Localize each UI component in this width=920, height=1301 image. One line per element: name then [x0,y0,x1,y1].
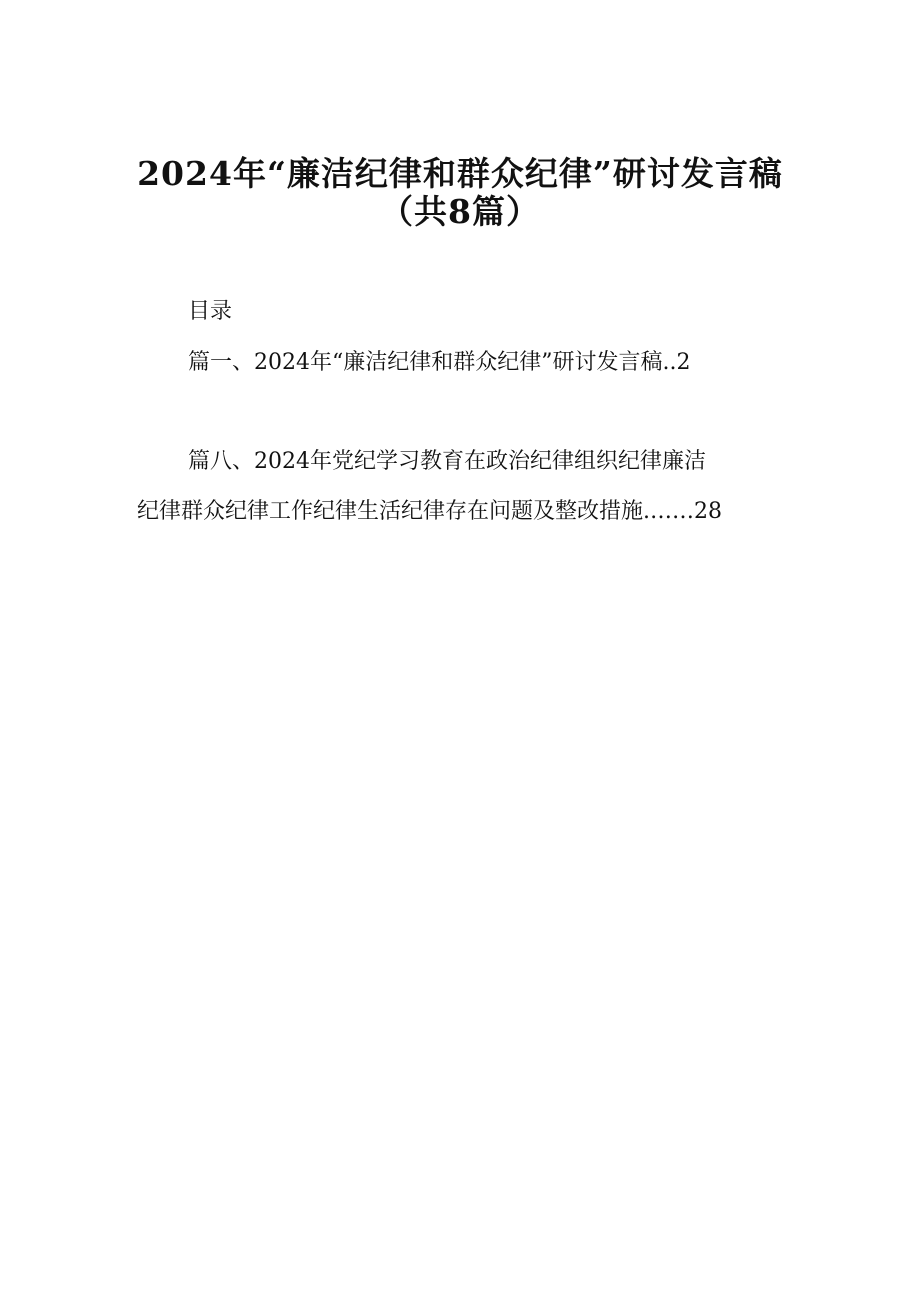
toc-entry-1[interactable]: 篇一、2024年“廉洁纪律和群众纪律”研讨发言稿..2 [188,350,691,375]
document-subtitle: （共8篇） [380,192,540,231]
toc-entry-8-line2[interactable]: 纪律群众纪律工作纪律生活纪律存在问题及整改措施.……28 [137,499,722,524]
toc-entry-8-line1[interactable]: 篇八、2024年党纪学习教育在政治纪律组织纪律廉洁 [188,449,706,474]
document-title: 2024年“廉洁纪律和群众纪律”研讨发言稿 [137,154,783,193]
toc-heading: 目录 [188,299,233,324]
